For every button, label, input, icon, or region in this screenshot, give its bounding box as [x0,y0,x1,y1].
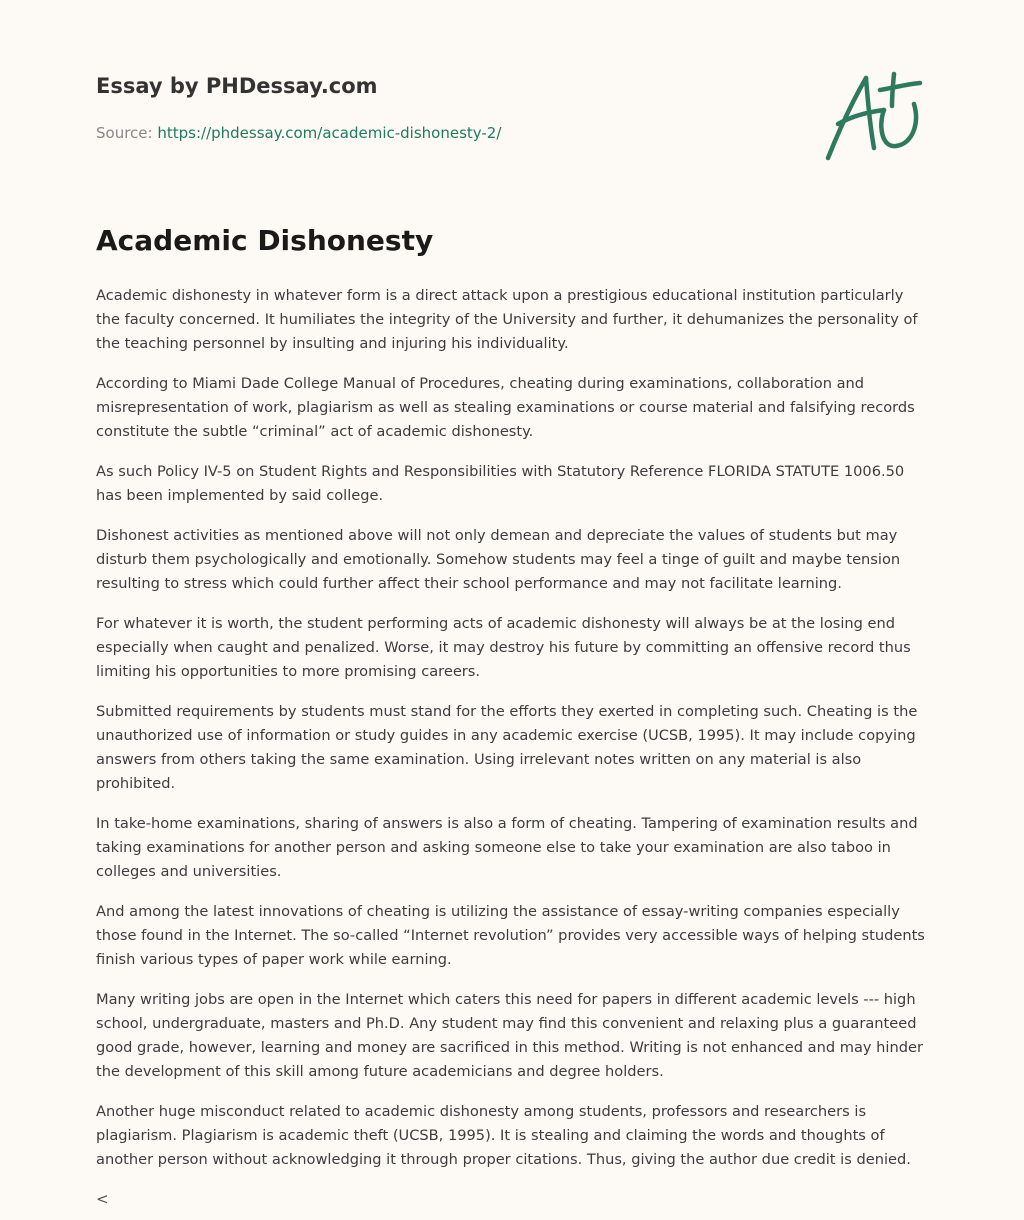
essay-paragraph: For whatever it is worth, the student performing acts of academic dishonesty will always be at the losing end especially when caught and penalized. Worse, it may destroy his future by committing an offensive record thus limiting his opportunities to more promising careers. [96,615,911,680]
essay-paragraph: As such Policy IV-5 on Student Rights and Responsibilities with Statutory Reference FLORIDA STATUTE 1006.50 has been implemented by said college. [96,463,905,504]
essay-body [96,284,928,1188]
essay-paragraph: Submitted requirements by students must stand for the efforts they exerted in completing such. Cheating is the unauthorized use of information or study guides in any academic exercise (UCSB, 1995). It may include copying answers from others taking the same examination. Using irrelevant notes written on any material is also prohibited. [96,703,918,792]
essay-paragraph: And among the latest innovations of cheating is utilizing the assistance of essay-writing companies especially those found in the Internet. The so-called “Internet revolution” provides very accessible ways of helping students finish various types of paper work while earning. [96,903,925,968]
source-label: Source: [96,124,153,142]
essay-title: Academic Dishonesty [96,224,434,257]
previous-page-link[interactable]: < [96,1190,109,1208]
essay-paragraph: Many writing jobs are open in the Internet which caters this need for papers in different academic levels --- high school, undergraduate, masters and Ph.D. Any student may find this convenient and relaxing plus a guaranteed good grade, however, learning and money are sacrificed in this method. Writing is not enhanced and may hinder the development of this skill among future academicians and degree holders. [96,991,923,1080]
essay-paragraph: According to Miami Dade College Manual of Procedures, cheating during examinations, collaboration and misrepresentation of work, plagiarism as well as stealing examinations or course material and falsifying records constitute the subtle “criminal” act of academic dishonesty. [96,375,915,440]
source-link[interactable]: https://phdessay.com/academic-dishonesty-2/ [157,124,502,142]
essay-paragraph: In take-home examinations, sharing of answers is also a form of cheating. Tampering of examination results and taking examinations for another person and asking someone else to take your examination are also taboo in colleges and universities. [96,815,918,880]
essay-paragraph: Dishonest activities as mentioned above will not only demean and depreciate the values of students but may disturb them psychologically and emotionally. Somehow students may feel a tinge of guilt and maybe tension resulting to stress which could further affect their school performance and may not facilitate learning. [96,527,901,592]
essay-paragraph: Academic dishonesty in whatever form is a direct attack upon a prestigious educational institution particularly the faculty concerned. It humiliates the integrity of the University and further, it dehumanizes the personality of the teaching personnel by insulting and injuring his individuality. [96,287,918,352]
source-line [96,124,501,142]
essay-paragraph: Another huge misconduct related to academic dishonesty among students, professors and researchers is plagiarism. Plagiarism is academic theft (UCSB, 1995). It is stealing and claiming the words and thoughts of another person without acknowledging it through proper citations. Thus, giving the author due credit is denied. [96,1103,911,1168]
site-title: Essay by PHDessay.com [96,74,378,98]
a-plus-logo-icon [822,66,926,166]
